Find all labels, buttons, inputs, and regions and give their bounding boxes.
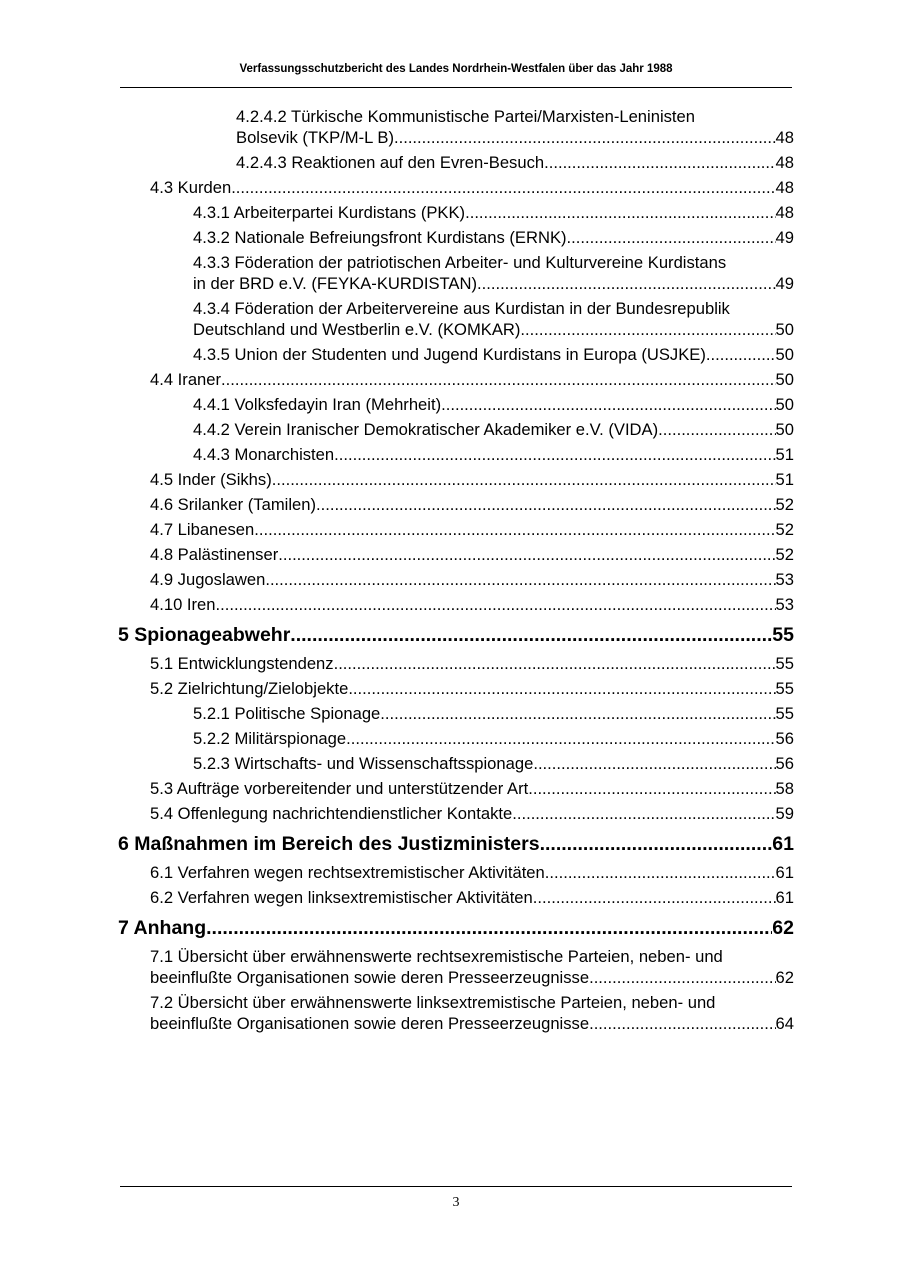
dot-leader [334, 653, 776, 674]
dot-leader [545, 862, 776, 883]
toc-entry-line [150, 946, 794, 967]
toc-entry-text: 4.2.4.2 Türkische Kommunistische Partei/Marxisten-Leninisten [236, 107, 695, 126]
toc-entry-text: 4.3.3 Föderation der patriotischen Arbeiter- und Kulturvereine Kurdistans [193, 253, 727, 272]
dot-leader [465, 202, 775, 223]
dot-leader [658, 419, 775, 440]
toc-page-number: 59 [775, 804, 794, 823]
running-header: Verfassungsschutzbericht des Landes Nordrhein-Westfalen über das Jahr 1988 [239, 63, 673, 75]
toc-entry-line [193, 444, 794, 465]
toc-entry-text: 5.2.3 Wirtschafts- und Wissenschaftsspionage [193, 754, 534, 773]
toc-entry-text: 5 Spionageabwehr [118, 624, 291, 646]
toc-page-number: 50 [775, 370, 794, 389]
toc-entry-text: 7.1 Übersicht über erwähnenswerte rechtsexremistische Parteien, neben- und [150, 947, 723, 966]
toc-page-number: 52 [775, 495, 794, 514]
toc-entry-line [150, 862, 794, 883]
toc-entry-text: 5.2.1 Politische Spionage [193, 704, 381, 723]
toc-entry [150, 567, 794, 592]
toc-entry-line [150, 469, 794, 490]
toc-page-number: 55 [775, 654, 794, 673]
toc-entry [150, 492, 794, 517]
toc-entry-line [150, 1013, 794, 1034]
toc-entry-line [193, 394, 794, 415]
toc-entry-text: 4.7 Libanesen [150, 520, 255, 539]
toc-entry-line [193, 419, 794, 440]
toc-entry [193, 392, 794, 417]
toc-page-number: 50 [775, 395, 794, 414]
toc-entry-line [150, 803, 794, 824]
toc-entry-line [118, 832, 794, 856]
dot-leader [512, 803, 775, 824]
dot-leader [346, 728, 775, 749]
toc-entry [150, 542, 794, 567]
toc-page-number: 53 [775, 595, 794, 614]
dot-leader [528, 778, 775, 799]
toc-entry-line [150, 177, 794, 198]
toc-entry [150, 944, 794, 990]
toc-entry-text: 4.3 Kurden [150, 178, 232, 197]
toc-page-number: 58 [775, 779, 794, 798]
dot-leader [589, 967, 775, 988]
toc-page-number: 48 [775, 178, 794, 197]
toc-entry [150, 776, 794, 801]
toc-chapter-entry [118, 618, 794, 651]
toc-entry-text: in der BRD e.V. (FEYKA-KURDISTAN) [193, 274, 478, 293]
page-number: 3 [452, 1195, 460, 1210]
toc-entry [150, 885, 794, 910]
toc-page-number: 55 [775, 704, 794, 723]
dot-leader [533, 887, 776, 908]
toc-entry [193, 751, 794, 776]
dot-leader [334, 444, 775, 465]
toc-entry-text: 4.6 Srilanker (Tamilen) [150, 495, 316, 514]
toc-entry-line [236, 106, 794, 127]
dot-leader [272, 469, 776, 490]
toc-page-number: 53 [775, 570, 794, 589]
toc-entry-text: 5.3 Aufträge vorbereitender und unterstützender Art [150, 779, 529, 798]
toc-entry [236, 104, 794, 150]
toc-entry [150, 676, 794, 701]
toc-entry-text: 4.5 Inder (Sikhs) [150, 470, 272, 489]
toc-page-number: 51 [775, 470, 794, 489]
toc-entry [236, 150, 794, 175]
toc-entry-text: 4.4.2 Verein Iranischer Demokratischer Akademiker e.V. (VIDA) [193, 420, 659, 439]
dot-leader [216, 594, 776, 615]
toc-entry-text: 4.3.4 Föderation der Arbeitervereine aus Kurdistan in der Bundesrepublik [193, 299, 730, 318]
toc-page-number: 61 [772, 833, 794, 855]
toc-entry-line [193, 252, 794, 273]
toc-entry [150, 467, 794, 492]
toc-page-number: 50 [775, 320, 794, 339]
toc-entry-line [150, 992, 794, 1013]
dot-leader [206, 916, 772, 940]
toc-page-number: 56 [775, 729, 794, 748]
footer-rule [120, 1186, 792, 1187]
toc-entry-text: 4.4 Iraner [150, 370, 222, 389]
toc-entry-line [150, 887, 794, 908]
toc-entry [150, 175, 794, 200]
dot-leader [278, 544, 775, 565]
toc-entry-line [150, 967, 794, 988]
dot-leader [231, 177, 775, 198]
dot-leader [540, 832, 773, 856]
toc-entry-line [193, 202, 794, 223]
toc-entry-text: 7.2 Übersicht über erwähnenswerte linksextremistische Parteien, neben- und [150, 993, 716, 1012]
dot-leader [221, 369, 776, 390]
toc-entry-text: 4.4.3 Monarchisten [193, 445, 335, 464]
toc-entry-text: 4.4.1 Volksfedayin Iran (Mehrheit) [193, 395, 442, 414]
toc-page-number: 48 [775, 153, 794, 172]
toc-entry [150, 990, 794, 1036]
toc-entry-line [193, 344, 794, 365]
toc-chapter-entry [118, 911, 794, 944]
toc-entry-line [193, 753, 794, 774]
toc-entry-line [150, 594, 794, 615]
toc-entry-text: beeinflußte Organisationen sowie deren Presseerzeugnisse [150, 1014, 590, 1033]
dot-leader [290, 623, 772, 647]
toc-page-number: 64 [775, 1014, 794, 1033]
dot-leader [567, 227, 776, 248]
toc-entry-text: 6.1 Verfahren wegen rechtsextremistischer Aktivitäten [150, 863, 545, 882]
toc-entry [193, 342, 794, 367]
toc-entry [193, 726, 794, 751]
toc-entry-text: 4.10 Iren [150, 595, 216, 614]
toc-chapter-entry [118, 827, 794, 860]
toc-entry-line [150, 494, 794, 515]
toc-page-number: 49 [775, 274, 794, 293]
dot-leader [316, 494, 776, 515]
toc-entry [150, 860, 794, 885]
toc-entry [150, 651, 794, 676]
toc-entry [193, 417, 794, 442]
toc-entry-line [150, 653, 794, 674]
header-rule [120, 87, 792, 88]
toc-entry [193, 296, 794, 342]
toc-entry-line [150, 519, 794, 540]
toc-page-number: 55 [772, 624, 794, 646]
toc-entry-text: 6 Maßnahmen im Bereich des Justizministers [118, 833, 540, 855]
dot-leader [254, 519, 775, 540]
toc-entry-text: 4.3.1 Arbeiterpartei Kurdistans (PKK) [193, 203, 466, 222]
toc-entry [193, 701, 794, 726]
toc-page-number: 62 [772, 917, 794, 939]
toc-entry-text: 5.4 Offenlegung nachrichtendienstlicher Kontakte [150, 804, 513, 823]
toc-page-number: 49 [775, 228, 794, 247]
toc-entry-line [150, 678, 794, 699]
toc-entry-line [150, 569, 794, 590]
toc-entry-line [193, 728, 794, 749]
dot-leader [520, 319, 775, 340]
dot-leader [477, 273, 776, 294]
toc-entry-text: 7 Anhang [118, 917, 207, 939]
toc-entry-line [193, 703, 794, 724]
toc-entry-text: Deutschland und Westberlin e.V. (KOMKAR) [193, 320, 521, 339]
toc-entry-text: 4.8 Palästinenser [150, 545, 279, 564]
toc-entry-line [236, 127, 794, 148]
toc-entry-line [236, 152, 794, 173]
toc-page-number: 55 [775, 679, 794, 698]
toc-entry-text: 4.2.4.3 Reaktionen auf den Evren-Besuch [236, 153, 545, 172]
toc-entry [193, 250, 794, 296]
dot-leader [394, 127, 776, 148]
toc-entry-text: 6.2 Verfahren wegen linksextremistischer Aktivitäten [150, 888, 533, 907]
dot-leader [589, 1013, 775, 1034]
toc-entry-text: beeinflußte Organisationen sowie deren Presseerzeugnisse [150, 968, 590, 987]
toc-entry-line [150, 369, 794, 390]
dot-leader [544, 152, 775, 173]
toc-page-number: 61 [775, 888, 794, 907]
toc-page-number: 56 [775, 754, 794, 773]
dot-leader [706, 344, 776, 365]
toc-entry-line [150, 544, 794, 565]
toc-page-number: 50 [775, 420, 794, 439]
toc-entry-text: 5.2 Zielrichtung/Zielobjekte [150, 679, 349, 698]
toc-entry-line [118, 916, 794, 940]
toc-entry-text: 4.3.2 Nationale Befreiungsfront Kurdistans (ERNK) [193, 228, 567, 247]
toc-entry-line [193, 273, 794, 294]
toc-entry-line [193, 227, 794, 248]
toc-entry-text: 5.2.2 Militärspionage [193, 729, 347, 748]
toc-page-number: 48 [775, 128, 794, 147]
toc-entry-line [193, 298, 794, 319]
toc-page-number: 62 [775, 968, 794, 987]
dot-leader [348, 678, 775, 699]
toc-entry [193, 442, 794, 467]
toc-entry [150, 517, 794, 542]
toc-entry [150, 801, 794, 826]
toc-page-number: 51 [775, 445, 794, 464]
toc-entry-line [150, 778, 794, 799]
toc-entry-line [193, 319, 794, 340]
dot-leader [441, 394, 775, 415]
dot-leader [380, 703, 775, 724]
toc-page-number: 48 [775, 203, 794, 222]
toc-entry-text: 4.3.5 Union der Studenten und Jugend Kurdistans in Europa (USJKE) [193, 345, 706, 364]
toc-entry-text: Bolsevik (TKP/M-L B) [236, 128, 394, 147]
toc-page-number: 52 [775, 545, 794, 564]
toc-page-number: 50 [775, 345, 794, 364]
toc-page-number: 61 [775, 863, 794, 882]
dot-leader [265, 569, 775, 590]
toc-page-number: 52 [775, 520, 794, 539]
toc-entry [193, 200, 794, 225]
toc-entry [150, 592, 794, 617]
toc-entry [193, 225, 794, 250]
toc-entry-text: 4.9 Jugoslawen [150, 570, 266, 589]
dot-leader [533, 753, 775, 774]
toc-entry [150, 367, 794, 392]
toc-entry-line [118, 623, 794, 647]
table-of-contents [0, 104, 900, 1036]
toc-entry-text: 5.1 Entwicklungstendenz [150, 654, 334, 673]
